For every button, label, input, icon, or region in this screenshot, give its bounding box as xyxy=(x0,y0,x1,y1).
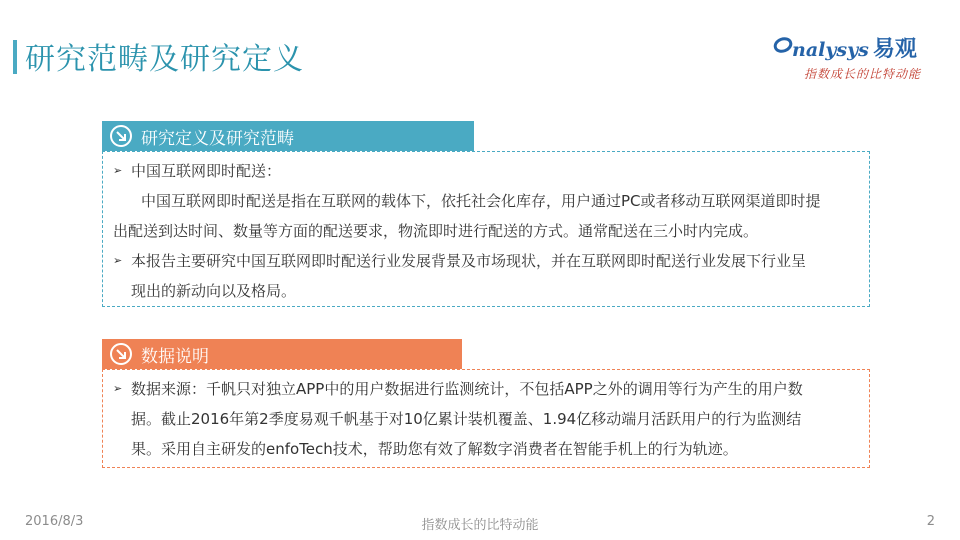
analysys-logo xyxy=(774,32,934,84)
item-title: 中国互联网即时配送： xyxy=(131,162,282,180)
title-accent-bar xyxy=(13,40,17,74)
paragraph-line: 中国互联网即时配送是指在互联网的载体下，依托社会化库存，用户通过PC或者移动互联网渠道即时提 xyxy=(141,192,821,210)
paragraph-line: 果。采用自主研发的enfoTech技术，帮助您有效了解数字消费者在智能手机上的行为轨迹。 xyxy=(131,440,738,458)
item-text: 本报告主要研究中国互联网即时配送行业发展背景及市场现状，并在互联网即时配送行业发展下行业呈 xyxy=(131,252,807,270)
section-header-definition xyxy=(102,121,474,151)
logo-swoosh-icon xyxy=(772,34,794,54)
list-item xyxy=(113,246,857,276)
page-title: 研究范畴及研究定义 xyxy=(25,42,304,77)
section-heading: 数据说明 xyxy=(141,346,209,367)
logo-tagline: 指数成长的比特动能 xyxy=(804,67,922,81)
footer-slogan: 指数成长的比特动能 xyxy=(421,518,539,533)
arrow-bullet-icon: ➢ xyxy=(113,254,123,267)
section-heading: 研究定义及研究范畴 xyxy=(141,128,294,149)
arrow-bullet-icon: ➢ xyxy=(113,164,123,177)
footer-date: 2016/8/3 xyxy=(25,514,84,529)
logo-word: nalysys xyxy=(792,39,869,61)
logo-wordmark xyxy=(792,32,917,63)
arrow-bullet-icon: ➢ xyxy=(113,382,123,395)
paragraph-line: 据。截止2016年第2季度易观千帆基于对10亿累计装机覆盖、1.94亿移动端月活跃用户的行为监测结 xyxy=(131,410,802,428)
logo-chinese-name: 易观 xyxy=(872,37,917,62)
paragraph-line: 现出的新动向以及格局。 xyxy=(131,282,297,300)
arrow-down-right-icon xyxy=(110,343,132,365)
page-number: 2 xyxy=(926,514,935,529)
item-text: 数据来源：千帆只对独立APP中的用户数据进行监测统计，不包括APP之外的调用等行为产生的用户数 xyxy=(131,380,803,398)
arrow-down-right-icon xyxy=(110,125,132,147)
paragraph-line: 出配送到达时间、数量等方面的配送要求，物流即时进行配送的方式。通常配送在三小时内完成。 xyxy=(113,222,759,240)
section-header-data-notes xyxy=(102,339,462,369)
data-notes-content-box xyxy=(102,369,870,468)
definition-content-box xyxy=(102,151,870,307)
list-item xyxy=(113,156,857,186)
list-item xyxy=(113,374,857,404)
